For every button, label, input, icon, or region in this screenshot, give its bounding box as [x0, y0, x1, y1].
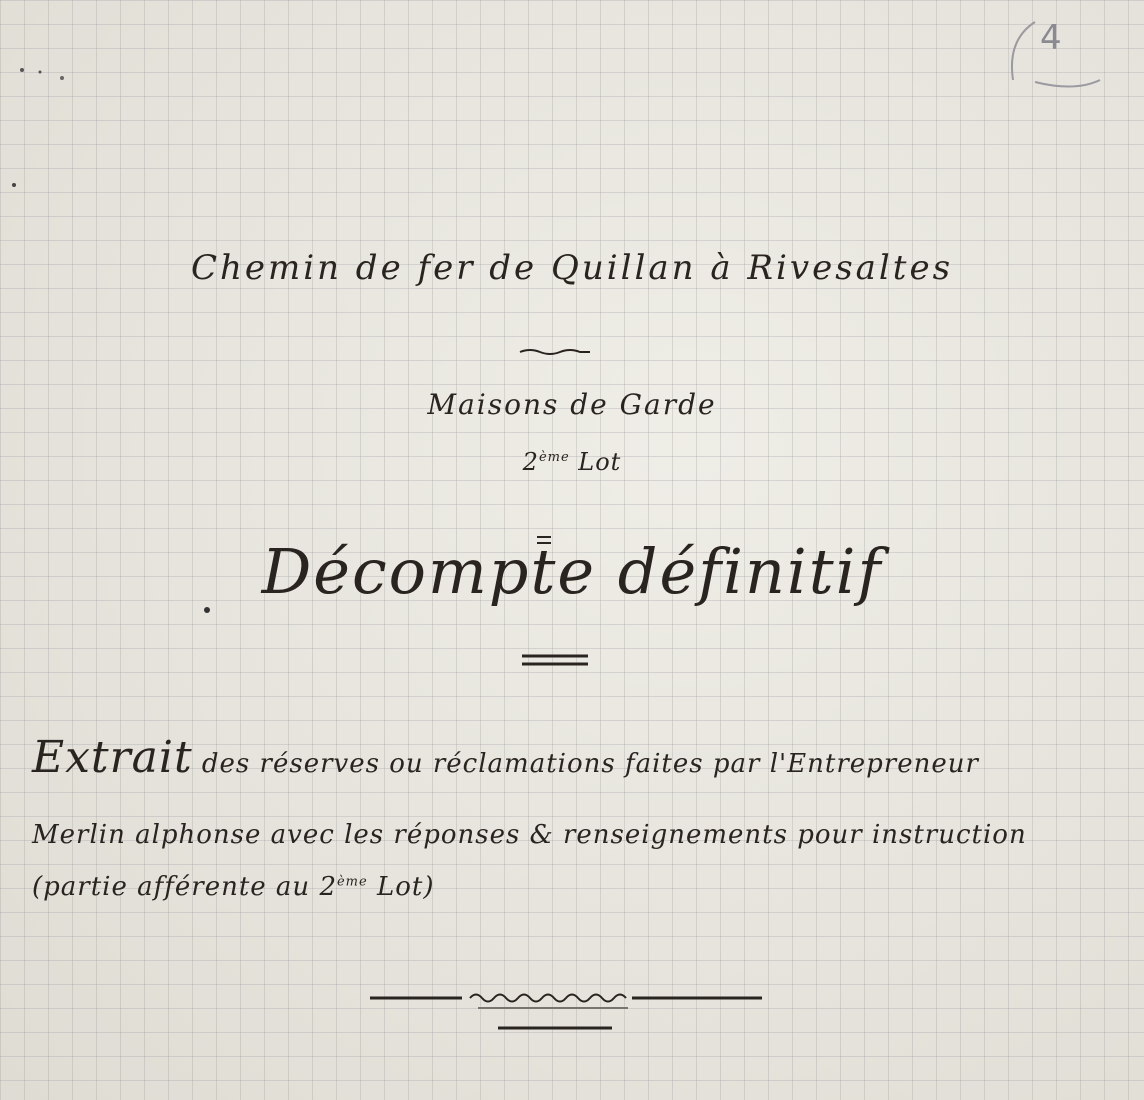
page-number: 4: [1040, 18, 1062, 58]
extract-line-2: Merlin alphonse avec les réponses & renseignements pour instruction: [32, 820, 1027, 850]
extract-line-3-number: 2: [319, 872, 337, 902]
extract-line-3-label: Lot): [376, 872, 435, 902]
document-title: Chemin de fer de Quillan à Rivesaltes: [190, 248, 954, 288]
lot-number: 2: [522, 448, 539, 476]
extract-line-3-prefix: (partie afférente au: [32, 872, 311, 902]
main-heading: Décompte définitif: [261, 535, 883, 608]
lot-word: Lot: [578, 448, 622, 476]
ink-speck: [60, 76, 64, 80]
bottom-wave: [470, 995, 626, 1002]
extract-line-3: [32, 872, 434, 902]
ink-speck: [20, 68, 24, 72]
extract-line-1: [32, 732, 979, 783]
title-flourish: [520, 350, 590, 354]
extract-first-word: Extrait: [32, 732, 193, 783]
lot-suffix: ème: [538, 450, 570, 465]
document-subtitle: Maisons de Garde: [427, 388, 717, 421]
extract-line-1-text: des réserves ou réclamations faites par l'Entrepreneur: [201, 749, 979, 779]
ink-speck: [12, 183, 16, 187]
extract-line-3-suffix: ème: [336, 874, 368, 890]
lot-label: [0, 448, 1144, 476]
ink-speck: [39, 71, 42, 74]
